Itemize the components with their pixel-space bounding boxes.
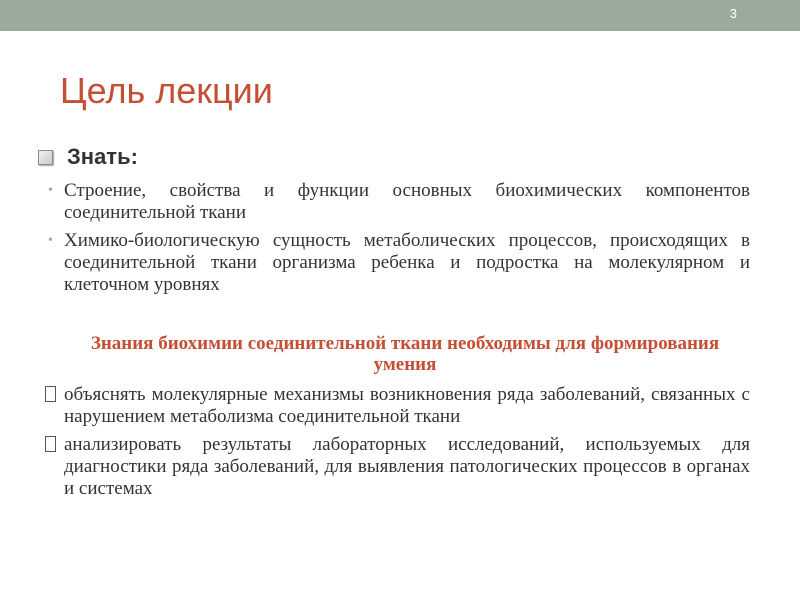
missing-glyph-icon (45, 436, 56, 452)
bullet-dot-icon: • (48, 233, 53, 248)
know-label: Знать: (67, 144, 138, 169)
know-heading (38, 144, 138, 170)
checkbox-bullet-icon (38, 150, 53, 165)
missing-glyph-icon (45, 386, 56, 402)
list-item: объяснять молекулярные механизмы возникновения ряда заболеваний, связанных с нарушением метаболизма соединительной ткани (45, 384, 750, 428)
list-item: анализировать результаты лабораторных исследований, используемых для диагностики ряда заболеваний, для выявления патологических процессов в органах и системах (45, 434, 750, 500)
know-list (45, 180, 750, 296)
highlight-statement: Знания биохимии соединительной ткани необходимы для формирования умения (90, 333, 720, 375)
slide-number: 3 (729, 6, 737, 21)
bullet-dot-icon: • (48, 183, 53, 198)
list-item: • Строение, свойства и функции основных биохимических компонентов соединительной ткани (48, 180, 750, 223)
slide-title: Цель лекции (60, 70, 273, 111)
top-bar (0, 0, 800, 31)
list-item: • Химико-биологическую сущность метаболических процессов, происходящих в соединительной ткани организма ребенка и подростка на молекулярном и клеточном уровнях (48, 230, 750, 295)
skill-list (45, 384, 750, 500)
